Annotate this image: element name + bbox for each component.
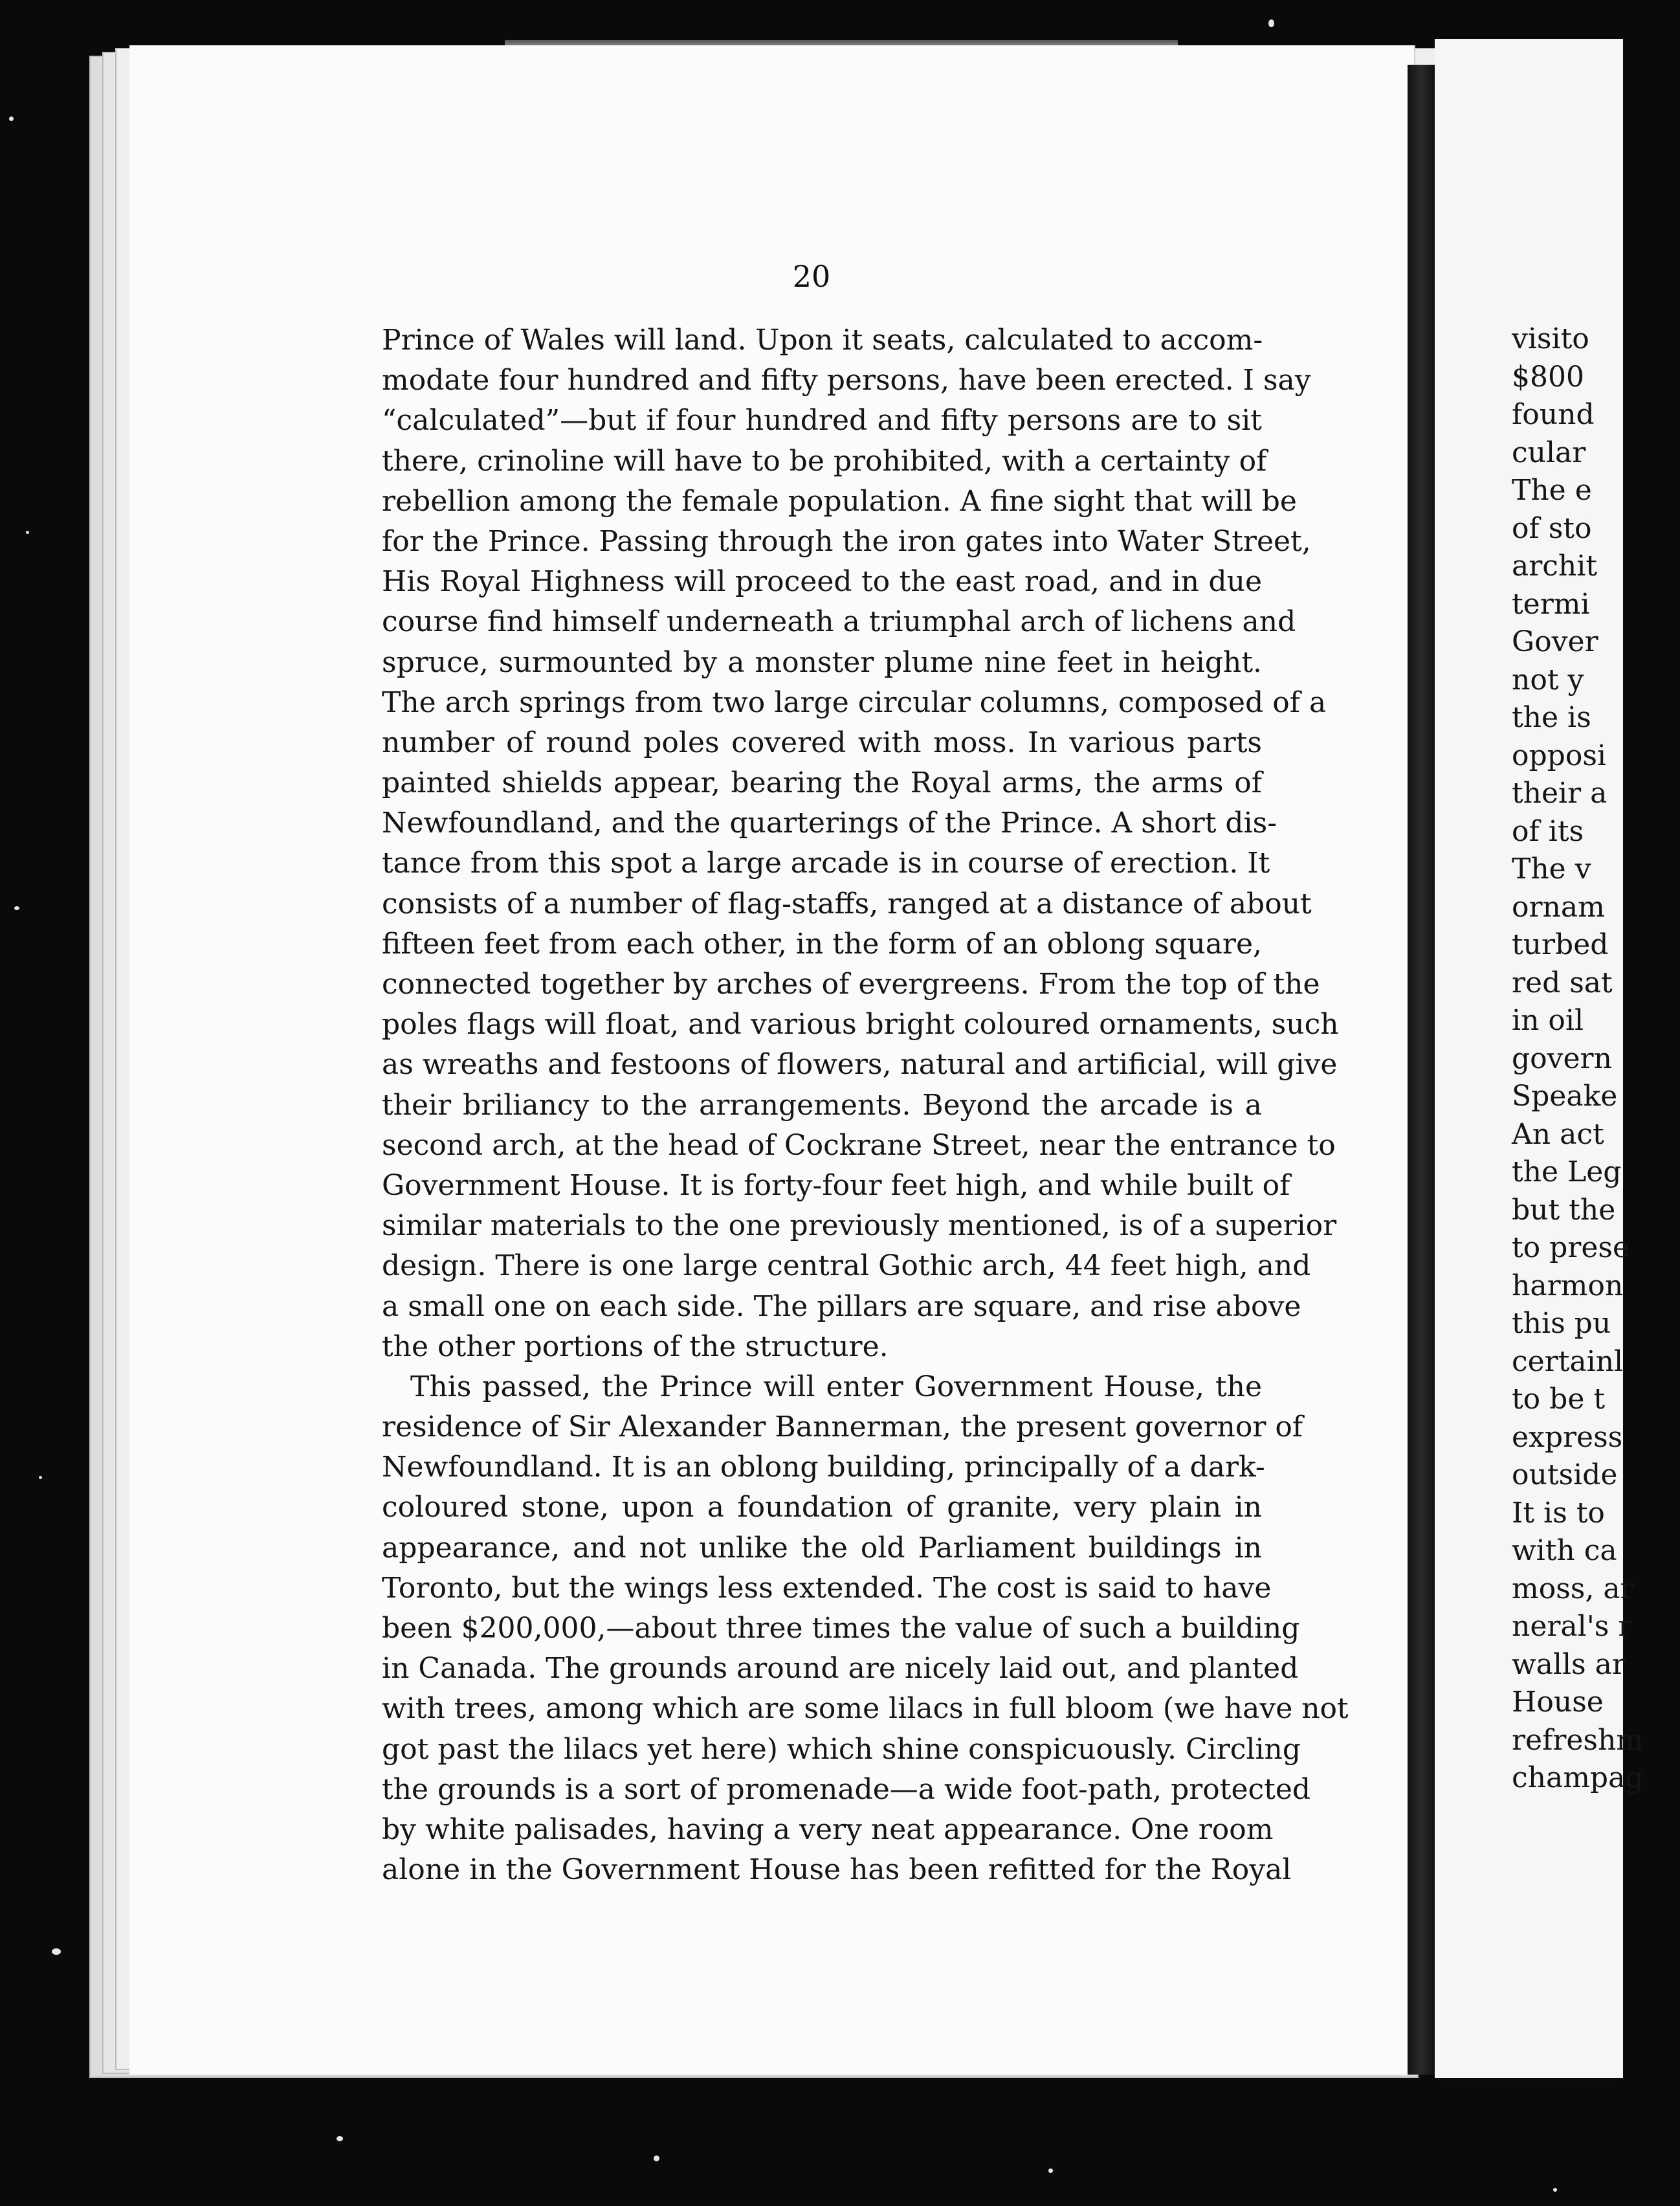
text-line: spruce, surmounted by a monster plume nine feet in height. — [382, 645, 1262, 679]
dust-speck — [14, 906, 19, 910]
text-fragment: to prese — [1512, 1231, 1630, 1264]
text-fragment: ornam — [1512, 890, 1605, 924]
dust-speck — [1268, 19, 1274, 27]
text-line: by white palisades, having a very neat appearance. One room — [382, 1812, 1274, 1846]
text-fragment: express — [1512, 1420, 1623, 1454]
text-line: as wreaths and festoons of flowers, natural and artificial, will give — [382, 1048, 1338, 1082]
text-fragment: termi — [1512, 587, 1590, 621]
left-page-text — [382, 320, 1349, 1890]
text-line: Toronto, but the wings less extended. The cost is said to have — [382, 1571, 1272, 1605]
text-fragment: this pu — [1512, 1307, 1611, 1340]
text-fragment: neral's r — [1512, 1610, 1632, 1643]
text-fragment: archit — [1512, 550, 1597, 583]
text-fragment: their a — [1512, 777, 1608, 810]
dust-speck — [52, 1948, 61, 1955]
text-fragment: govern — [1512, 1042, 1612, 1075]
text-line: Newfoundland, and the quarterings of the Prince. A short dis- — [382, 807, 1277, 840]
text-line: Newfoundland. It is an oblong building, principally of a dark- — [382, 1451, 1265, 1484]
text-fragment: not y — [1512, 663, 1584, 696]
text-line: been $200,000,—about three times the value of such a building — [382, 1612, 1300, 1645]
text-fragment: turbed — [1512, 928, 1609, 961]
text-fragment: $800 — [1512, 360, 1584, 394]
text-fragment: Speake — [1512, 1080, 1618, 1113]
text-line: the grounds is a sort of promenade—a wide foot-path, protected — [382, 1772, 1311, 1806]
page-number: 20 — [792, 259, 831, 294]
text-line: painted shields appear, bearing the Royal arms, the arms of — [382, 766, 1262, 800]
text-fragment: of sto — [1512, 511, 1592, 545]
text-line: Prince of Wales will land. Upon it seats, calculated to accom- — [382, 324, 1263, 357]
text-line: with trees, among which are some lilacs in full bloom (we have not — [382, 1692, 1349, 1726]
text-line: number of round poles covered with moss. In various parts — [382, 726, 1262, 759]
text-fragment: harmon — [1512, 1269, 1624, 1302]
text-line: rebellion among the female population. A fine sight that will be — [382, 484, 1297, 518]
text-line: modate four hundred and fifty persons, have been erected. I say — [382, 364, 1311, 397]
text-line: The arch springs from two large circular columns, composed of a — [382, 685, 1327, 719]
text-fragment: An act — [1512, 1117, 1604, 1151]
right-page-text-fragments — [1512, 320, 1680, 1798]
text-line: got past the lilacs yet here) which shine conspicuously. Circling — [382, 1732, 1301, 1766]
dust-speck — [26, 531, 29, 534]
dust-speck — [1553, 2188, 1557, 2192]
text-line: consists of a number of flag-staffs, ranged at a distance of about — [382, 887, 1312, 920]
text-line: coloured stone, upon a foundation of granite, very plain in — [382, 1491, 1262, 1524]
text-fragment: with ca — [1512, 1534, 1617, 1567]
text-line: residence of Sir Alexander Bannerman, the present governor of — [382, 1410, 1303, 1444]
dust-speck — [39, 1476, 42, 1479]
text-fragment: cular — [1512, 436, 1586, 469]
text-line: tance from this spot a large arcade is in course of erection. It — [382, 847, 1270, 880]
text-fragment: certainl — [1512, 1344, 1624, 1378]
text-line: in Canada. The grounds around are nicely laid out, and planted — [382, 1652, 1299, 1686]
text-fragment: The e — [1512, 474, 1592, 507]
text-fragment: in oil — [1512, 1004, 1584, 1037]
text-fragment: but the — [1512, 1193, 1616, 1227]
text-fragment: opposi — [1512, 739, 1606, 772]
text-line: Government House. It is forty-four feet high, and while built of — [382, 1168, 1290, 1202]
dust-speck — [654, 2156, 659, 2161]
text-fragment: of its — [1512, 814, 1584, 848]
text-line: second arch, at the head of Cockrane Street, near the entrance to — [382, 1128, 1336, 1162]
text-line: the other portions of the structure. — [382, 1330, 889, 1363]
text-line: their briliancy to the arrangements. Beyond the arcade is a — [382, 1088, 1262, 1122]
text-line: connected together by arches of evergreens. From the top of the — [382, 968, 1320, 1001]
text-line: This passed, the Prince will enter Government House, the — [410, 1370, 1262, 1403]
text-fragment: found — [1512, 398, 1595, 431]
text-fragment: champag — [1512, 1761, 1644, 1794]
text-line: alone in the Government House has been refitted for the Royal — [382, 1853, 1292, 1887]
text-line: His Royal Highness will proceed to the east road, and in due — [382, 565, 1262, 599]
text-line: “calculated”—but if four hundred and fifty persons are to sit — [382, 404, 1262, 438]
text-fragment: It is to — [1512, 1496, 1605, 1530]
text-fragment: Gover — [1512, 625, 1598, 658]
text-fragment: the is — [1512, 701, 1591, 734]
dust-speck — [1048, 2168, 1053, 2173]
text-line: similar materials to the one previously mentioned, is of a superior — [382, 1209, 1337, 1243]
text-line: course find himself underneath a triumphal arch of lichens and — [382, 605, 1296, 639]
text-fragment: House — [1512, 1686, 1604, 1719]
text-line: there, crinoline will have to be prohibited, with a certainty of — [382, 444, 1267, 478]
text-line: poles flags will float, and various bright coloured ornaments, such — [382, 1008, 1339, 1042]
text-line: appearance, and not unlike the old Parliament buildings in — [382, 1531, 1262, 1565]
dust-speck — [337, 2136, 343, 2141]
text-fragment: outside — [1512, 1458, 1618, 1491]
text-fragment: moss, ar — [1512, 1572, 1634, 1605]
text-line: for the Prince. Passing through the iron gates into Water Street, — [382, 524, 1311, 558]
text-fragment: red sat — [1512, 966, 1613, 999]
text-line: design. There is one large central Gothic arch, 44 feet high, and — [382, 1249, 1311, 1283]
text-line: a small one on each side. The pillars are square, and rise above — [382, 1289, 1301, 1323]
text-fragment: the Leg — [1512, 1155, 1622, 1188]
text-fragment: visito — [1512, 322, 1589, 355]
text-fragment: refreshm — [1512, 1723, 1644, 1757]
text-line: fifteen feet from each other, in the form of an oblong square, — [382, 927, 1262, 961]
text-fragment: walls ar — [1512, 1647, 1626, 1681]
book-gutter — [1408, 65, 1435, 2075]
text-fragment: The v — [1512, 852, 1591, 886]
text-fragment: to be t — [1512, 1383, 1606, 1416]
dust-speck — [9, 117, 14, 121]
